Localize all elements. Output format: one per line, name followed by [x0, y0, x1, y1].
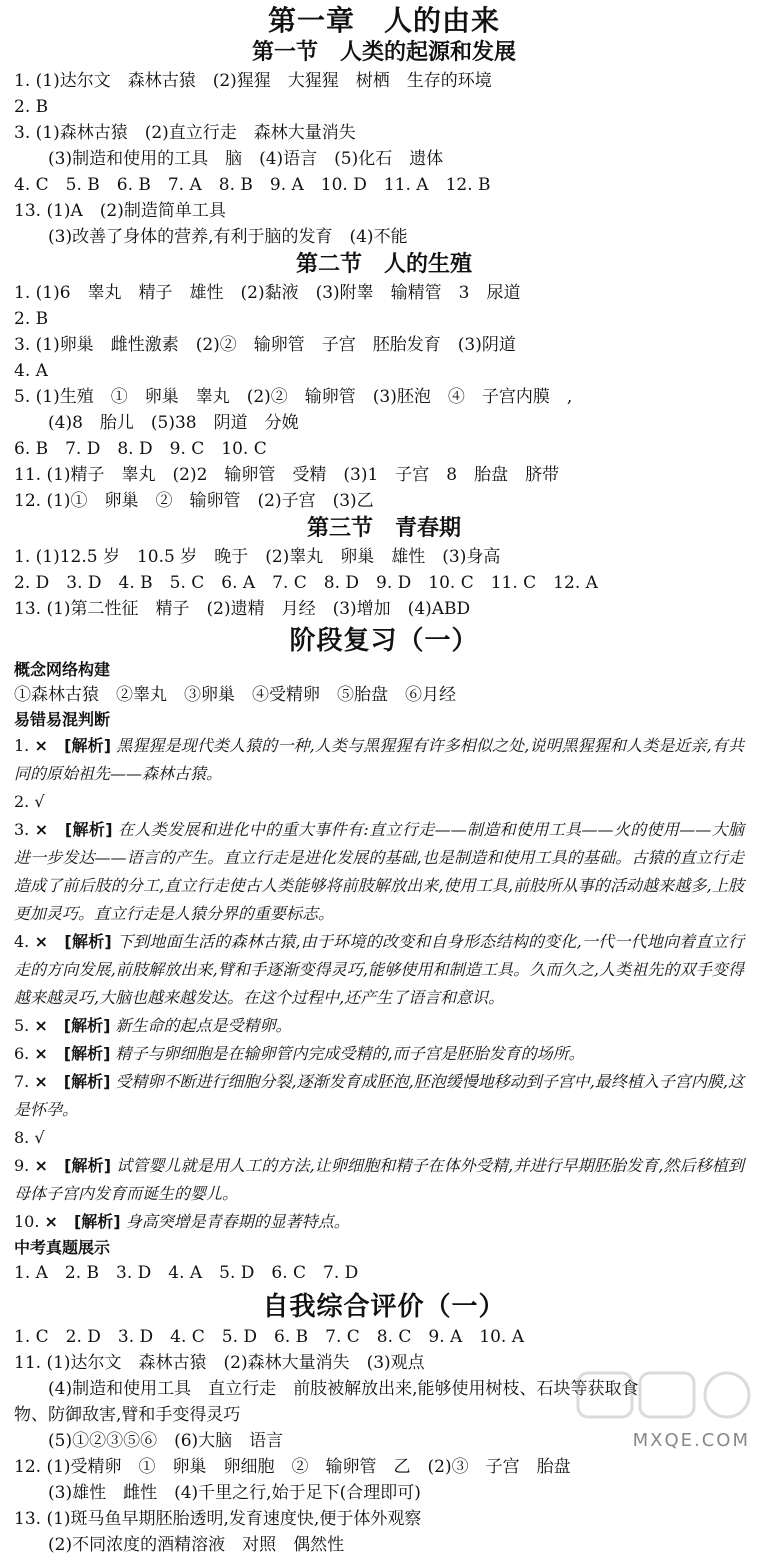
judge-list [0, 732, 768, 1236]
judge-item-number: 3. [14, 820, 30, 839]
answer-continuation: (2)不同浓度的酒精溶液 对照 偶然性 [48, 1535, 345, 1555]
answer-line: 13. (1)斑马鱼早期胚胎透明,发育速度快,便于体外观察 [14, 1509, 422, 1529]
answer-line: 1. (1)6 睾丸 精子 雄性 (2)黏液 (3)附睾 输精管 3 尿道 [14, 283, 521, 303]
judge-item-tag: × [解析] [44, 1212, 121, 1231]
concept-line: ①森林古猿 ②睾丸 ③卵巢 ④受精卵 ⑤胎盘 ⑥月经 [14, 685, 456, 705]
judge-item [0, 928, 768, 1012]
self-eval-title: 自我综合评价（一） [262, 1292, 506, 1322]
judge-item-tag: × [解析] [34, 820, 113, 839]
answer-line: 4. A [14, 361, 48, 381]
judge-item [0, 1208, 768, 1236]
answer-line: 2. B [14, 97, 49, 117]
judge-item-number: 10. [14, 1212, 40, 1231]
judge-item [0, 1040, 768, 1068]
judge-item-number: 4. [14, 932, 30, 951]
judge-item-mark: √ [34, 1128, 45, 1147]
answer-line: 11. (1)精子 睾丸 (2)2 输卵管 受精 (3)1 子宫 8 胎盘 脐带 [14, 465, 560, 485]
judge-item [0, 1152, 768, 1208]
watermark-text: MXQE.COM [632, 1430, 750, 1451]
judge-item-number: 5. [14, 1016, 30, 1035]
judge-item-tag: × [解析] [34, 736, 112, 755]
judge-item-number: 1. [14, 736, 30, 755]
judge-item-number: 8. [14, 1128, 30, 1147]
section-2-title: 第二节 人的生殖 [295, 252, 472, 277]
answer-line: 1. (1)达尔文 森林古猿 (2)猩猩 大猩猩 树栖 生存的环境 [14, 71, 492, 91]
answer-line: 4. C 5. B 6. B 7. A 8. B 9. A 10. D 11. A 12. B [14, 175, 491, 195]
answer-line: 11. (1)达尔文 森林古猿 (2)森林大量消失 (3)观点 [14, 1353, 425, 1373]
answer-line: 3. (1)卵巢 雌性激素 (2)② 输卵管 子宫 胚胎发育 (3)阴道 [14, 335, 516, 355]
judge-item-explanation: 身高突增是青春期的显著特点。 [125, 1212, 350, 1231]
judge-item-explanation: 精子与卵细胞是在输卵管内完成受精的,而子宫是胚胎发育的场所。 [115, 1044, 585, 1063]
judge-item-number: 7. [14, 1072, 30, 1091]
judge-item-explanation: 试管婴儿就是用人工的方法,让卵细胞和精子在体外受精,并进行早期胚胎发育,然后移植到母体子宫内发育而诞生的婴儿。 [14, 1156, 744, 1203]
judge-item [0, 732, 768, 788]
judge-item [0, 788, 768, 816]
section-1-title: 第一节 人类的起源和发展 [251, 40, 516, 65]
answer-line: 13. (1)A (2)制造简单工具 [14, 201, 226, 221]
judge-item [0, 816, 768, 928]
judge-item-tag: × [解析] [34, 1044, 111, 1063]
judge-item-explanation: 黑猩猩是现代类人猿的一种,人类与黑猩猩有许多相似之处,说明黑猩猩和人类是近亲,有共同的原始祖先——森林古猿。 [14, 736, 744, 783]
answer-line: 12. (1)① 卵巢 ② 输卵管 (2)子宫 (3)乙 [14, 491, 374, 511]
judge-heading: 易错易混判断 [14, 710, 111, 729]
answer-continuation: (3)雄性 雌性 (4)千里之行,始于足下(合理即可) [48, 1483, 421, 1503]
judge-item-mark: √ [34, 792, 45, 811]
answer-continuation: (3)改善了身体的营养,有利于脑的发育 (4)不能 [48, 227, 408, 247]
exam-heading: 中考真题展示 [14, 1238, 111, 1257]
judge-item-explanation: 下到地面生活的森林古猿,由于环境的改变和自身形态结构的变化,一代一代地向着直立行走的方向发展,前肢解放出来,臂和手逐渐变得灵巧,能够使用和制造工具。久而久之,人类祖先的双手变得越来越灵巧,大脑也越来越发达。在这个过程中,还产生了语言和意识。 [14, 932, 744, 1007]
answer-line: 2. D 3. D 4. B 5. C 6. A 7. C 8. D 9. D 10. C 11. C 12. A [14, 573, 598, 593]
judge-item-explanation: 新生命的起点是受精卵。 [115, 1016, 292, 1035]
answer-line: 5. (1)生殖 ① 卵巢 睾丸 (2)② 输卵管 (3)胚泡 ④ 子宫内膜 , [14, 387, 573, 407]
exam-line: 1. A 2. B 3. D 4. A 5. D 6. C 7. D [14, 1263, 359, 1283]
answer-line: 2. B [14, 309, 49, 329]
answer-line: 13. (1)第二性征 精子 (2)遗精 月经 (3)增加 (4)ABD [14, 599, 471, 619]
judge-item-number: 6. [14, 1044, 30, 1063]
answer-line: 1. (1)12.5 岁 10.5 岁 晚于 (2)睾丸 卵巢 雄性 (3)身高 [14, 547, 501, 567]
answer-continuation: (3)制造和使用的工具 脑 (4)语言 (5)化石 遗体 [48, 149, 444, 169]
judge-item-tag: × [解析] [34, 1016, 111, 1035]
judge-item-number: 9. [14, 1156, 30, 1175]
judge-item-explanation: 在人类发展和进化中的重大事件有:直立行走——制造和使用工具——火的使用——大脑进一步发达——语言的产生。直立行走是进化发展的基础,也是制造和使用工具的基础。古猿的直立行走造成了前后肢的分工,直立行走使古人类能够将前肢解放出来,使用工具,前肢所从事的活动越来越多,上肢更加灵巧。直立行走是人猿分界的重要标志。 [14, 820, 744, 923]
answer-continuation: (5)①②③⑤⑥ (6)大脑 语言 [48, 1431, 284, 1451]
judge-item [0, 1124, 768, 1152]
judge-item-tag: × [解析] [34, 1156, 112, 1175]
answer-wrap: 物、防御敌害,臂和手变得灵巧 [14, 1405, 241, 1425]
answer-continuation: (4)制造和使用工具 直立行走 前肢被解放出来,能够使用树枝、石块等获取食 [48, 1379, 639, 1399]
judge-item [0, 1012, 768, 1040]
judge-item-explanation: 受精卵不断进行细胞分裂,逐渐发育成胚泡,胚泡缓慢地移动到子宫中,最终植入子宫内膜,这是怀孕。 [14, 1072, 744, 1119]
answer-line: 1. C 2. D 3. D 4. C 5. D 6. B 7. C 8. C 9. A 10. A [14, 1327, 525, 1347]
answer-line: 12. (1)受精卵 ① 卵巢 卵细胞 ② 输卵管 乙 (2)③ 子宫 胎盘 [14, 1457, 571, 1477]
chapter-title: 第一章 人的由来 [267, 4, 500, 37]
review-title: 阶段复习（一） [289, 626, 479, 656]
judge-item-tag: × [解析] [34, 1072, 111, 1091]
answer-line: 6. B 7. D 8. D 9. C 10. C [14, 439, 267, 459]
judge-item-number: 2. [14, 792, 30, 811]
answer-line: 3. (1)森林古猿 (2)直立行走 森林大量消失 [14, 123, 356, 143]
concept-heading: 概念网络构建 [14, 660, 111, 679]
judge-item [0, 1068, 768, 1124]
judge-item-tag: × [解析] [34, 932, 112, 951]
answer-continuation: (4)8 胎儿 (5)38 阴道 分娩 [48, 413, 299, 433]
section-3-title: 第三节 青春期 [306, 516, 461, 541]
